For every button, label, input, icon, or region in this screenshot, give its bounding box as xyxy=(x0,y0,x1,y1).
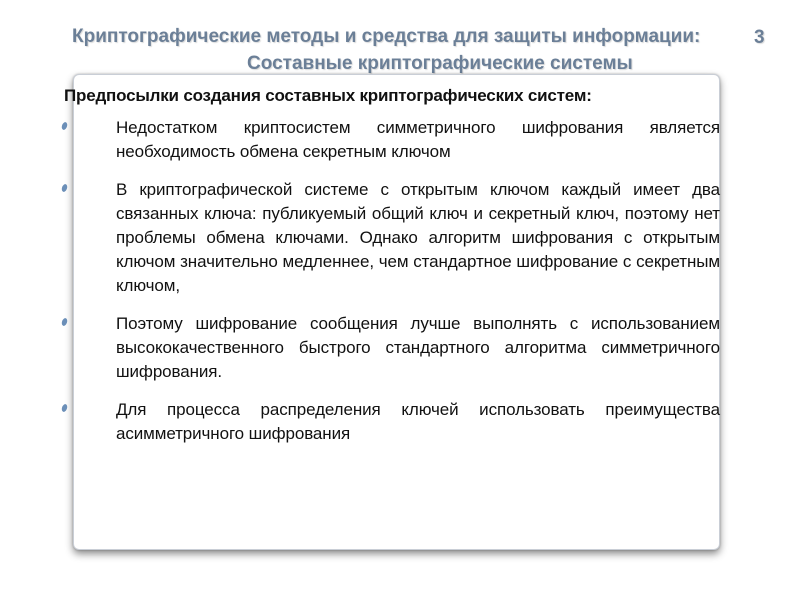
slide-number: 3 xyxy=(754,27,765,48)
list-item-text: Поэтому шифрование сообщения лучше выполнять с использованием высококачественного быстрого стандартного алгоритма симметричного шифрования. xyxy=(116,314,720,381)
list-item-text: В криптографической системе с открытым ключом каждый имеет два связанных ключа: публикуемый общий ключ и секретный ключ, поэтому нет проблемы обмена ключами. Однако алгоритм шифрования с открытым ключом значительно медленнее, чем стандартное шифрование с секретным ключом, xyxy=(116,180,720,295)
bullet-icon xyxy=(61,403,68,412)
list-item xyxy=(60,178,720,298)
slide-title-line-2: Составные криптографические системы xyxy=(247,53,633,74)
list-item-text: Для процесса распределения ключей использовать преимущества асимметричного шифрования xyxy=(116,400,720,443)
bullet-icon xyxy=(61,183,68,192)
content-heading: Предпосылки создания составных криптографических систем: xyxy=(64,86,592,105)
list-item xyxy=(60,312,720,384)
bullet-icon xyxy=(61,317,68,326)
list-item-text: Недостатком криптосистем симметричного шифрования является необходимость обмена секретным ключом xyxy=(116,118,720,161)
bullet-icon xyxy=(61,121,68,130)
slide-title-line-1: Криптографические методы и средства для защиты информации: xyxy=(72,26,701,47)
list-item xyxy=(60,398,720,446)
bullet-list xyxy=(60,116,720,460)
list-item xyxy=(60,116,720,164)
